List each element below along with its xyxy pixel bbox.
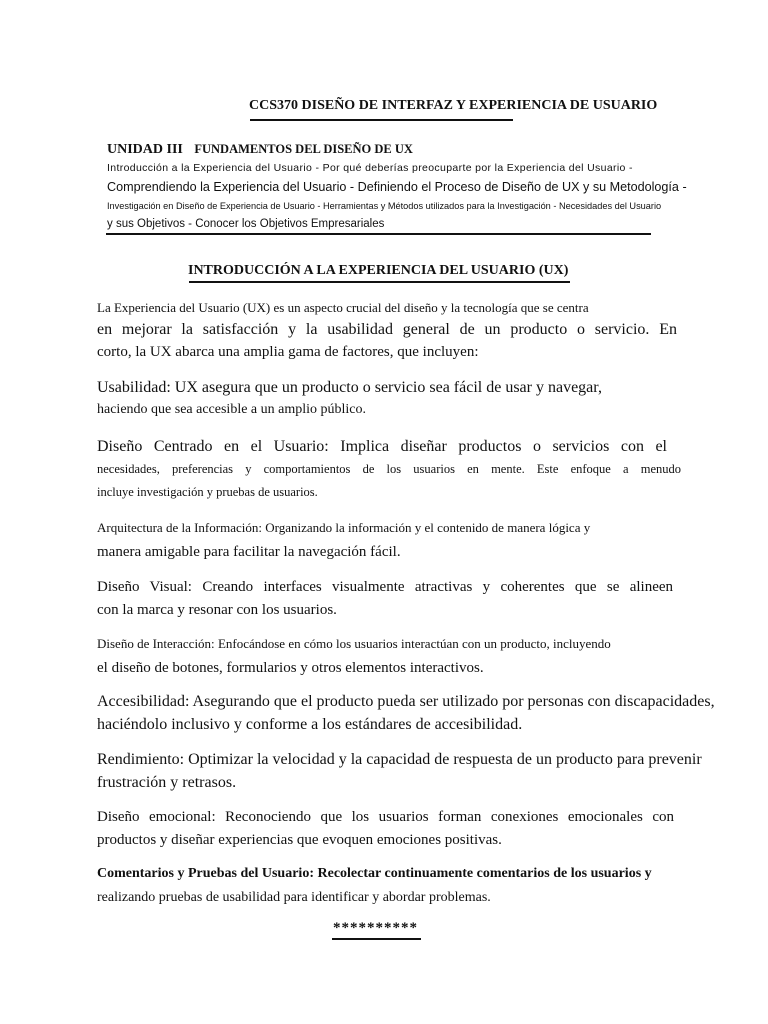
factor-visual-design xyxy=(97,576,677,622)
factor-label: Accesibilidad: xyxy=(97,693,190,710)
end-separator-underline xyxy=(332,938,421,940)
factor-text: con la marca y resonar con los usuarios. xyxy=(97,602,337,618)
factor-user-centered-design xyxy=(97,435,681,504)
factor-interaction-design xyxy=(97,632,677,680)
factor-text: Organizando la información y el contenido de manera lógica y xyxy=(265,520,591,535)
course-title-underline xyxy=(250,119,513,121)
intro-paragraph xyxy=(97,297,677,363)
section-title-underline xyxy=(189,281,570,283)
factor-usability xyxy=(97,377,677,421)
section-title: INTRODUCCIÓN A LA EXPERIENCIA DEL USUARIO (UX) xyxy=(188,263,569,278)
factor-text: Optimizar la velocidad y la capacidad de respuesta de un producto para prevenir xyxy=(188,751,702,768)
factor-text: haciendo que sea accesible a un amplio público. xyxy=(97,402,367,417)
unit-topic-line: y sus Objetivos - Conocer los Objetivos Empresariales xyxy=(107,218,385,230)
unit-topic-line: Investigación en Diseño de Experiencia de Usuario - Herramientas y Métodos utilizados para la Investigación - Necesidades del Usuario xyxy=(107,201,662,211)
factor-text: manera amigable para facilitar la navegación fácil. xyxy=(97,544,401,560)
unit-heading xyxy=(107,140,667,159)
factor-label: Diseño de Interacción: xyxy=(97,636,215,651)
end-separator: ********** xyxy=(333,920,418,936)
intro-line: La Experiencia del Usuario (UX) es un aspecto crucial del diseño y la tecnología que se centra xyxy=(97,300,589,315)
factor-label: Diseño Visual: xyxy=(97,579,192,595)
factor-performance xyxy=(97,748,702,794)
intro-line: corto, la UX abarca una amplia gama de factores, que incluyen: xyxy=(97,344,479,360)
factor-text: frustración y retrasos. xyxy=(97,774,237,791)
unit-label: UNIDAD III xyxy=(107,142,183,157)
factor-text: UX asegura que un producto o servicio sea fácil de usar y navegar, xyxy=(174,379,602,396)
factor-label: Comentarios y Pruebas del Usuario: xyxy=(97,866,314,881)
unit-divider xyxy=(106,233,651,235)
factor-information-architecture xyxy=(97,516,677,564)
unit-name: FUNDAMENTOS DEL DISEÑO DE UX xyxy=(194,142,413,156)
factor-label: Diseño emocional: xyxy=(97,809,216,825)
intro-line: en mejorar la satisfacción y la usabilidad general de un producto o servicio. En xyxy=(97,321,677,338)
factor-label: Diseño Centrado en el Usuario: xyxy=(97,438,329,455)
factor-text: Creando interfaces visualmente atractivas y coherentes que se alineen xyxy=(202,579,674,595)
factor-user-feedback-testing xyxy=(97,862,677,910)
factor-label: Rendimiento: xyxy=(97,751,185,768)
factor-text: haciéndolo inclusivo y conforme a los estándares de accesibilidad. xyxy=(97,716,523,733)
factor-label: Arquitectura de la Información: xyxy=(97,520,262,535)
factor-text: Implica diseñar productos o servicios con el xyxy=(340,438,667,455)
factor-label: Usabilidad: xyxy=(97,379,171,396)
factor-text: Reconociendo que los usuarios forman conexiones emocionales con xyxy=(225,809,674,825)
factor-text: incluye investigación y pruebas de usuarios. xyxy=(97,485,318,499)
unit-topic-line: Introducción a la Experiencia del Usuario - Por qué deberías preocuparte por la Experiencia del Usuario - xyxy=(107,162,633,174)
factor-text: realizando pruebas de usabilidad para identificar y abordar problemas. xyxy=(97,890,491,905)
factor-text: Asegurando que el producto pueda ser utilizado por personas con discapacidades, xyxy=(192,693,715,710)
factor-text: productos y diseñar experiencias que evoquen emociones positivas. xyxy=(97,832,502,848)
factor-text: Enfocándose en cómo los usuarios interactúan con un producto, incluyendo xyxy=(217,636,611,651)
unit-syllabus xyxy=(107,140,687,233)
course-title: CCS370 DISEÑO DE INTERFAZ Y EXPERIENCIA DE USUARIO xyxy=(249,98,658,113)
factor-accessibility xyxy=(97,690,715,736)
factor-text: Recolectar continuamente comentarios de los usuarios y xyxy=(317,866,652,881)
factor-emotional-design xyxy=(97,806,677,852)
factor-text: necesidades, preferencias y comportamientos de los usuarios en mente. Este enfoque a menudo xyxy=(97,462,681,476)
content-body xyxy=(97,297,715,910)
factor-text: el diseño de botones, formularios y otros elementos interactivos. xyxy=(97,660,484,676)
unit-topic-line: Comprendiendo la Experiencia del Usuario - Definiendo el Proceso de Diseño de UX y su Metodología - xyxy=(107,180,687,194)
